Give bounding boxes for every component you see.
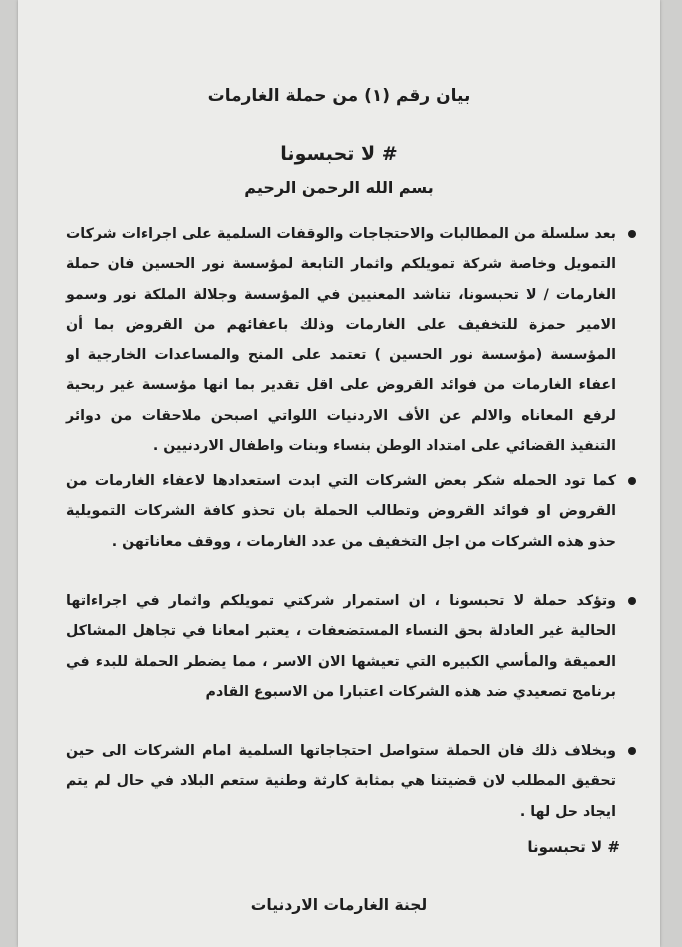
bullet-icon [628, 747, 636, 755]
paragraph-4 [66, 736, 638, 827]
signature: لجنة الغارمات الاردنيات [250, 896, 428, 914]
paragraph-2 [66, 466, 638, 557]
paragraph-4-text: وبخلاف ذلك فان الحملة ستواصل احتجاجاتها السلمية امام الشركات الى حين تحقيق المطلب لان قضيتنا هي بمثابة كارثة وطنية ستعم البلاد في حال لم يتم ايجاد حل لها . [66, 743, 616, 820]
bullet-icon [628, 597, 636, 605]
bullet-icon [628, 477, 636, 485]
basmala: بسم الله الرحمن الرحيم [244, 178, 434, 197]
bullet-icon [628, 230, 636, 238]
paragraph-3-text: وتؤكد حملة لا تحبسونا ، ان استمرار شركتي تمويلكم واثمار في اجراءاتها الحالية غير العادلة بحق النساء المستضعفات ، يعتبر امعانا في تجاهل المشاكل العميقة والمأسي الكبيره التي تعيشها الان الاسر ، مما يضطر الحملة للبدء في برنامج تصعيدي ضد هذه الشركات اعتبارا من الاسبوع القادم [66, 593, 616, 700]
paragraph-1 [66, 219, 638, 461]
closing-hashtag: # لا تحبسونا [527, 838, 620, 856]
paragraph-1-text: بعد سلسلة من المطالبات والاحتجاجات والوقفات السلمية على اجراءات شركات التمويل وخاصة شركة تمويلكم واثمار التابعة لمؤسسة نور الحسين فان حملة الغارمات / لا تحبسونا، تناشد المعنيين في المؤسسة وجلالة الملكة نور وسمو الامير حمزة للتخفيف على الغارمات وذلك باعفائهم من القروض بما أن المؤسسة (مؤسسة نور الحسين ) تعتمد على المنح والمساعدات الخارجية او اعفاء الغارمات من فوائد القروض على اقل تقدير بما انها مؤسسة غير ربحية لرفع المعاناه والالم عن الأف الاردنيات اللواتي اصبحن ملاحقات من دوائر التنفيذ القضائي على امتداد الوطن بنساء وبنات واطفال الاردنيين . [66, 226, 616, 455]
statement-title: بيان رقم (١) من حملة الغارمات [207, 86, 471, 106]
campaign-hashtag: # لا تحبسونا [280, 143, 398, 165]
paragraph-2-text: كما تود الحمله شكر بعض الشركات التي ابدت استعدادها لاعفاء الغارمات من القروض او فوائد القروض وتطالب الحملة بان تحذو كافة الشركات التمويلية حذو هذه الشركات من اجل التخفيف من عدد الغارمات ، ووقف معاناتهن . [66, 473, 616, 550]
document-page [18, 0, 660, 947]
paragraph-3 [66, 586, 638, 707]
